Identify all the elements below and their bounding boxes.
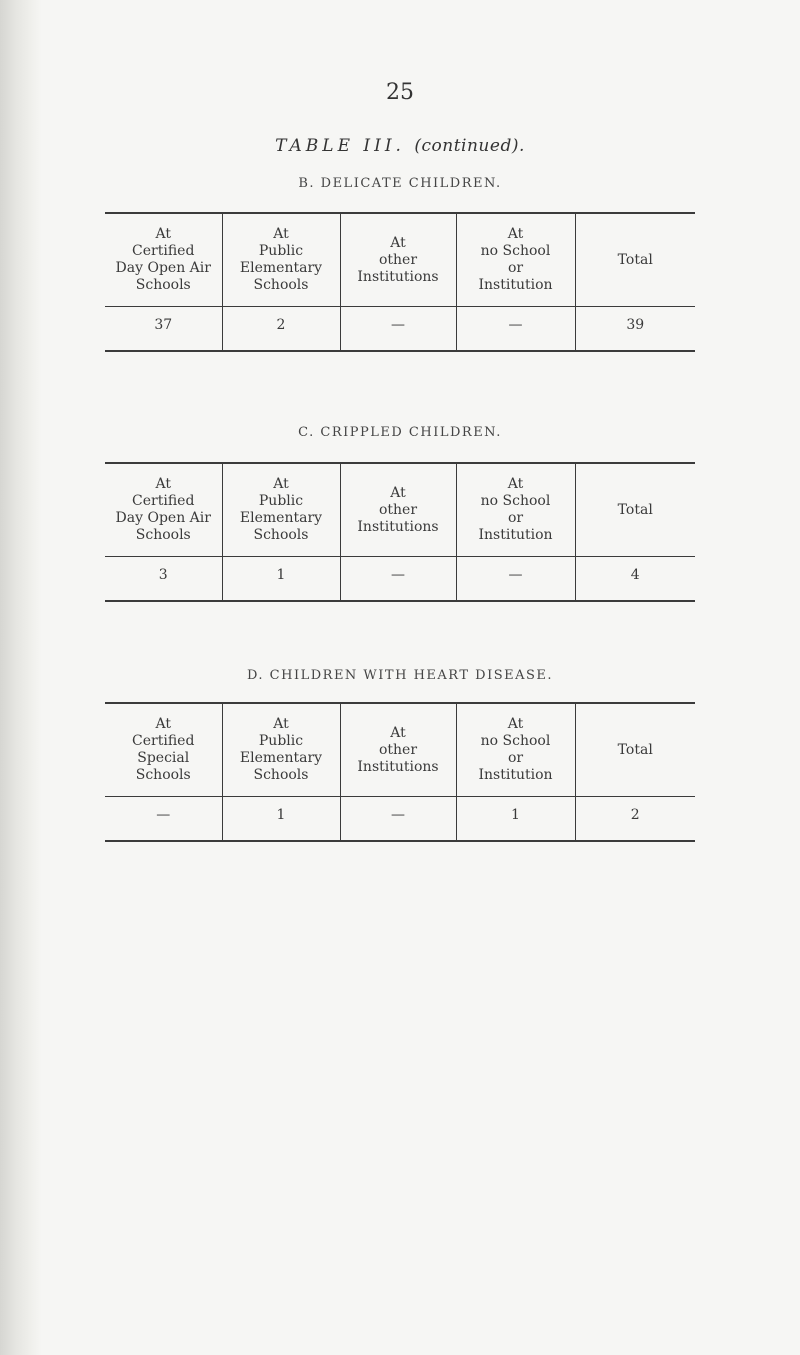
table-row [105, 307, 695, 352]
header-row [105, 213, 695, 307]
column-header-label: At Public Elementary Schools [239, 226, 323, 293]
column-header-label: At no School or Institution [478, 476, 553, 543]
column-header [105, 703, 222, 797]
column-header [340, 463, 456, 557]
column-header [456, 463, 575, 557]
table-row [105, 557, 695, 602]
column-header [222, 463, 340, 557]
column-header-label: At no School or Institution [478, 716, 553, 783]
column-header [222, 703, 340, 797]
table-cell: 2 [575, 797, 695, 842]
table-cell: 1 [222, 557, 340, 602]
table-cell: — [456, 307, 575, 352]
column-header [575, 213, 695, 307]
header-row [105, 463, 695, 557]
table-row [105, 797, 695, 842]
column-header [340, 703, 456, 797]
column-header-label: Total [617, 251, 653, 268]
table-cell: — [105, 797, 222, 842]
column-header-label: At Certified Day Open Air Schools [115, 226, 211, 293]
delicate-children-table [105, 212, 695, 352]
table-title-continued: (continued). [414, 136, 525, 156]
crippled-children-table [105, 462, 695, 602]
table-cell: 3 [105, 557, 222, 602]
column-header [105, 463, 222, 557]
header-row [105, 703, 695, 797]
column-header [222, 213, 340, 307]
column-header [456, 213, 575, 307]
column-header-label: At Public Elementary Schools [239, 716, 323, 783]
column-header-label: At Public Elementary Schools [239, 476, 323, 543]
table-cell: — [456, 557, 575, 602]
column-header [105, 213, 222, 307]
table-cell: — [340, 797, 456, 842]
column-header [575, 703, 695, 797]
column-header-label: At Certified Special Schools [132, 716, 195, 783]
table-title [0, 136, 800, 156]
table-cell: — [340, 557, 456, 602]
table-cell: — [340, 307, 456, 352]
column-header-label: At other Institutions [357, 234, 439, 285]
column-header [340, 213, 456, 307]
table-cell: 39 [575, 307, 695, 352]
heart-disease-table [105, 702, 695, 842]
table-cell: 4 [575, 557, 695, 602]
column-header-label: At no School or Institution [478, 226, 553, 293]
column-header [575, 463, 695, 557]
column-header-label: At other Institutions [357, 724, 439, 775]
section-c-heading: C. CRIPPLED CHILDREN. [298, 425, 502, 440]
table-cell: 1 [456, 797, 575, 842]
column-header-label: At other Institutions [357, 484, 439, 535]
table-cell: 1 [222, 797, 340, 842]
column-header-label: Total [617, 501, 653, 518]
table-cell: 2 [222, 307, 340, 352]
column-header-label: At Certified Day Open Air Schools [115, 476, 211, 543]
table-title-text: TABLE III. [275, 136, 405, 156]
section-b-heading: B. DELICATE CHILDREN. [298, 176, 502, 191]
column-header-label: Total [617, 741, 653, 758]
page-number: 25 [386, 80, 414, 105]
table-cell: 37 [105, 307, 222, 352]
section-d-heading: D. CHILDREN WITH HEART DISEASE. [246, 668, 554, 683]
column-header [456, 703, 575, 797]
